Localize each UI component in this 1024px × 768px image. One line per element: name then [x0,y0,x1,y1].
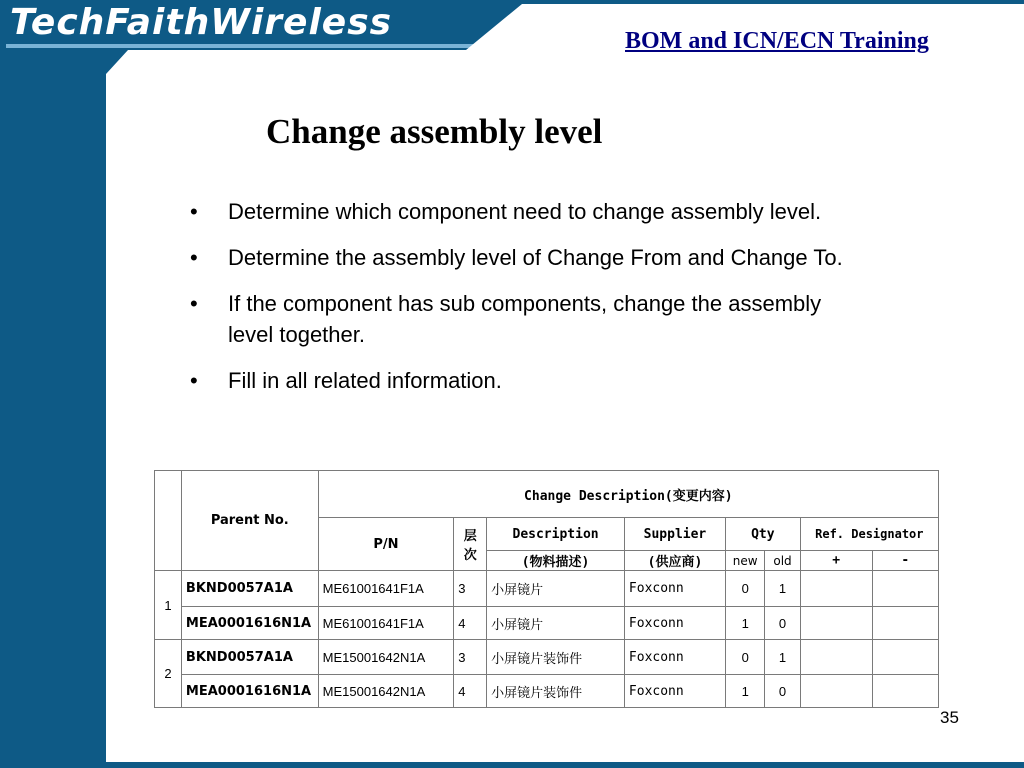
supplier-cell: Foxconn [624,675,725,708]
change-description-header: Change Description(变更内容) [318,471,938,518]
level-cell: 3 [454,640,487,675]
supplier-cn-header: (供应商) [624,551,725,571]
bullet-icon: • [190,199,198,224]
parent-no-header: Parent No. [181,471,318,571]
qty-header: Qty [725,518,800,551]
ref-plus-cell [800,640,872,675]
qty-new-cell: 1 [725,675,764,708]
description-cell: 小屏镜片装饰件 [487,675,625,708]
pn-cell: ME61001641F1A [318,607,454,640]
supplier-cell: Foxconn [624,640,725,675]
ref-plus-cell [800,571,872,607]
table-row [155,675,939,708]
pn-cell: ME15001642N1A [318,640,454,675]
qty-old-cell: 0 [765,607,800,640]
bullet-list [190,196,870,411]
bullet-text: Determine which component need to change assembly level. [228,199,822,224]
ref-minus-cell [872,675,938,708]
logo-stripe [6,44,492,48]
ref-minus-cell [872,640,938,675]
level-cell: 4 [454,675,487,708]
index-header-cell [155,471,182,571]
bom-change-table [154,470,939,708]
bullet-item [190,288,870,350]
qty-new-header: new [725,551,764,571]
supplier-header: Supplier [624,518,725,551]
qty-old-cell: 1 [765,640,800,675]
qty-new-cell: 0 [725,571,764,607]
bullet-item [190,365,870,396]
table-row [155,640,939,675]
bullet-text: Fill in all related information. [228,368,502,393]
qty-old-cell: 0 [765,675,800,708]
parent-no-cell: MEA0001616N1A [181,607,318,640]
ref-plus-cell [800,607,872,640]
description-cn-header: (物料描述) [487,551,625,571]
description-cell: 小屏镜片 [487,571,625,607]
ref-minus-cell [872,607,938,640]
pn-cell: ME61001641F1A [318,571,454,607]
level-header: 层次 [454,518,487,571]
description-header: Description [487,518,625,551]
bullet-item [190,196,870,227]
parent-no-cell: MEA0001616N1A [181,675,318,708]
supplier-cell: Foxconn [624,571,725,607]
level-cell: 4 [454,607,487,640]
ref-minus-header: - [872,551,938,571]
header-title: BOM and ICN/ECN Training [625,28,929,54]
bullet-icon: • [190,245,198,270]
table-row [155,607,939,640]
parent-no-cell: BKND0057A1A [181,640,318,675]
description-cell: 小屏镜片装饰件 [487,640,625,675]
qty-old-header: old [765,551,800,571]
company-logo: TechFaithWireless [10,2,393,43]
level-cell: 3 [454,571,487,607]
pn-header: P/N [318,518,454,571]
qty-new-cell: 0 [725,640,764,675]
ref-minus-cell [872,571,938,607]
bullet-text: If the component has sub components, change the assembly level together. [228,291,822,347]
description-cell: 小屏镜片 [487,607,625,640]
bullet-item [190,242,870,273]
supplier-cell: Foxconn [624,607,725,640]
group-index: 1 [155,571,182,640]
ref-designator-header: Ref. Designator [800,518,938,551]
bullet-icon: • [190,368,198,393]
table-row [155,571,939,607]
ref-plus-header: + [800,551,872,571]
ref-plus-cell [800,675,872,708]
page-number: 35 [940,708,959,727]
bullet-icon: • [190,291,198,316]
qty-new-cell: 1 [725,607,764,640]
qty-old-cell: 1 [765,571,800,607]
bullet-text: Determine the assembly level of Change From and Change To. [228,245,843,270]
slide-title: Change assembly level [266,112,603,151]
group-index: 2 [155,640,182,708]
parent-no-cell: BKND0057A1A [181,571,318,607]
pn-cell: ME15001642N1A [318,675,454,708]
